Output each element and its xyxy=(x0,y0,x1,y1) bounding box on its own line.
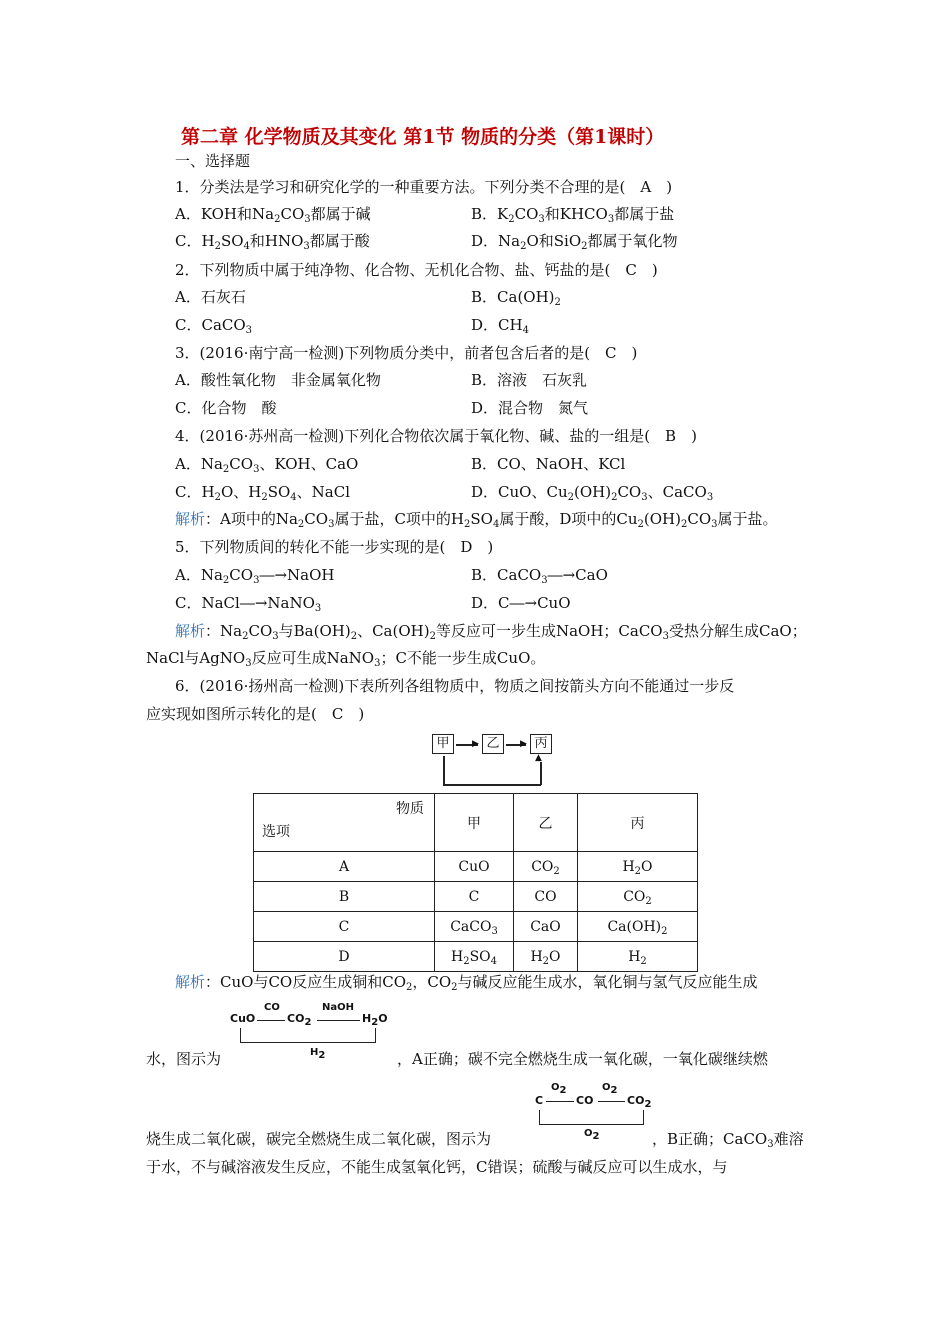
q2-option-c: C．CaCO$_3$ xyxy=(175,316,253,336)
diagram-b-node2: CO xyxy=(576,1094,594,1107)
q5-stem: 5．下列物质间的转化不能一步实现的是( D ) xyxy=(175,538,494,556)
q6-explanation-line3a: 烧生成二氧化碳，碳完全燃烧生成二氧化碳，图示为 xyxy=(146,1130,492,1148)
return-line xyxy=(240,1028,241,1042)
return-line xyxy=(539,1110,540,1124)
table-cell: $H_2$ xyxy=(578,942,698,972)
diagram-b-node1: C xyxy=(535,1094,544,1107)
return-line xyxy=(643,1110,644,1124)
q5-explanation-line1: 解析：$Na_2CO_3$与$Ba(OH)_2$、$Ca(OH)_2$等反应可一步生成NaOH；CaCO$_3$受热分解生成CaO； xyxy=(175,622,807,642)
return-line xyxy=(540,762,542,785)
q1-option-b: B．$K_2CO_3$和$KHCO_3$都属于盐 xyxy=(471,205,675,225)
diagram-b-label2: $O_2$ xyxy=(602,1082,618,1096)
page-title: 第二章 化学物质及其变化 第1节 物质的分类（第1课时） xyxy=(181,126,665,148)
return-line xyxy=(443,756,445,785)
q3-option-a: A．酸性氧化物 非金属氧化物 xyxy=(175,371,381,389)
table-cell: $CO_2$ xyxy=(578,882,698,912)
q1-option-a: A．KOH和$Na_2CO_3$都属于碱 xyxy=(175,205,371,225)
q6-explanation-line2b: ，A正确；碳不完全燃烧生成一氧化碳，一氧化碳继续燃 xyxy=(397,1050,768,1068)
q3-stem: 3．(2016·南宁高一检测)下列物质分类中，前者包含后者的是( C ) xyxy=(175,344,638,362)
table-cell: CuO xyxy=(435,852,514,882)
arrow-line xyxy=(317,1020,360,1021)
diagram-a-label1: CO xyxy=(264,1002,280,1013)
table-cell: $H_2O$ xyxy=(514,942,578,972)
q6-explanation-line4: 于水，不与碱溶液发生反应，不能生成氢氧化钙，C错误；硫酸与碱反应可以生成水，与 xyxy=(146,1158,728,1176)
diagram-b-bottom-label: $O_2$ xyxy=(584,1128,600,1142)
q1-stem: 1．分类法是学习和研究化学的一种重要方法。下列分类不合理的是( A ) xyxy=(175,178,673,196)
diagram-a-node1: CuO xyxy=(230,1012,256,1025)
q4-option-a: A．$Na_2CO_3$、KOH、CaO xyxy=(175,455,359,475)
return-line xyxy=(240,1042,376,1043)
q6-table xyxy=(253,793,698,972)
table-cell: CO xyxy=(514,882,578,912)
q2-option-d: D．$CH_4$ xyxy=(471,316,529,336)
q2-option-a: A．石灰石 xyxy=(175,288,246,306)
q5-option-b: B．CaCO$_3$―→CaO xyxy=(471,566,608,586)
q3-option-b: B．溶液 石灰乳 xyxy=(471,371,588,389)
q5-option-d: D．C―→CuO xyxy=(471,594,571,612)
table-cell: C xyxy=(435,882,514,912)
q3-option-c: C．化合物 酸 xyxy=(175,399,277,417)
table-cell: $CO_2$ xyxy=(514,852,578,882)
q6-explanation-line1: 解析：CuO与CO反应生成铜和$CO_2$，$CO_2$与碱反应能生成水，氧化铜与氢气反应能生成 xyxy=(175,973,758,993)
diagram-a-node2: $CO_2$ xyxy=(287,1012,312,1028)
q2-stem: 2．下列物质中属于纯净物、化合物、无机化合物、盐、钙盐的是( C ) xyxy=(175,261,658,279)
q6-stem-line2: 应实现如图所示转化的是( C ) xyxy=(146,705,365,723)
diagram-b-label1: $O_2$ xyxy=(551,1082,567,1096)
arrow-line xyxy=(257,1020,285,1021)
q1-option-c: C．$H_2SO_4$和$HNO_3$都属于酸 xyxy=(175,232,370,252)
table-cell: $Ca(OH)_2$ xyxy=(578,912,698,942)
q4-option-d: D．CuO、$Cu_2(OH)_2CO_3$、CaCO$_3$ xyxy=(471,483,714,503)
return-line xyxy=(539,1124,644,1125)
table-header: 丙 xyxy=(578,794,698,852)
diagram-a-label2: NaOH xyxy=(322,1002,354,1013)
arrow-up-icon: ▲ xyxy=(535,753,542,763)
q4-option-b: B．CO、NaOH、KCl xyxy=(471,455,626,473)
section-heading: 一、选择题 xyxy=(175,152,251,170)
q4-option-c: C．$H_2O$、$H_2SO_4$、NaCl xyxy=(175,483,350,503)
table-row xyxy=(254,852,698,882)
q2-option-b: B．$Ca(OH)_2$ xyxy=(471,288,561,308)
q1-option-d: D．$Na_2O$和SiO$_2$都属于氧化物 xyxy=(471,232,678,252)
table-header: 甲 xyxy=(435,794,514,852)
table-cell: $H_2O$ xyxy=(578,852,698,882)
table-cell: C xyxy=(254,912,435,942)
table-cell: CaO xyxy=(514,912,578,942)
diagram-a-node3: $H_2O$ xyxy=(362,1012,388,1028)
table-corner-cell xyxy=(254,794,435,852)
return-line xyxy=(443,784,541,786)
diagram-b-node3: $CO_2$ xyxy=(627,1094,652,1110)
q5-option-c: C．NaCl―→NaNO$_3$ xyxy=(175,594,322,614)
arrow-line xyxy=(546,1101,574,1102)
q6-explanation-line3b: ，B正确；CaCO$_3$难溶 xyxy=(652,1130,804,1150)
table-cell: B xyxy=(254,882,435,912)
q6-stem-line1: 6．(2016·扬州高一检测)下表所列各组物质中，物质之间按箭头方向不能通过一步反 xyxy=(175,677,735,695)
node-yi: 乙 xyxy=(482,734,504,754)
return-line xyxy=(375,1028,376,1042)
explain-label: 解析 xyxy=(175,510,206,528)
arrow-head-icon: ▶ xyxy=(520,739,527,749)
arrow-line xyxy=(598,1101,625,1102)
table-cell: D xyxy=(254,942,435,972)
q5-option-a: A．$Na_2CO_3―\to NaOH$ xyxy=(175,566,335,586)
table-header: 乙 xyxy=(514,794,578,852)
table-cell: A xyxy=(254,852,435,882)
q5-explanation-line2: NaCl与AgNO$_3$反应可生成NaNO$_3$；C不能一步生成CuO。 xyxy=(146,649,546,669)
q4-stem: 4．(2016·苏州高一检测)下列化合物依次属于氧化物、碱、盐的一组是( B ) xyxy=(175,427,697,445)
q4-explanation: 解析：A项中的$Na_2CO_3$属于盐，C项中的$H_2SO_4$属于酸，D项中的$Cu_2(OH)_2CO_3$属于盐。 xyxy=(175,510,778,530)
diagram-a-bottom-label: $H_2$ xyxy=(310,1047,326,1061)
table-cell: CaCO$_3$ xyxy=(435,912,514,942)
corner-bottom-label: 选项 xyxy=(262,824,290,840)
corner-top-label: 物质 xyxy=(396,801,424,817)
table-header-row xyxy=(254,794,698,852)
q6-explanation-line2a: 水，图示为 xyxy=(146,1050,222,1068)
table-cell: $H_2SO_4$ xyxy=(435,942,514,972)
node-jia: 甲 xyxy=(432,734,454,754)
table-row xyxy=(254,882,698,912)
q3-option-d: D．混合物 氮气 xyxy=(471,399,589,417)
arrow-head-icon: ▶ xyxy=(472,739,479,749)
table-row xyxy=(254,942,698,972)
table-row xyxy=(254,912,698,942)
node-bing: 丙 xyxy=(530,734,552,754)
